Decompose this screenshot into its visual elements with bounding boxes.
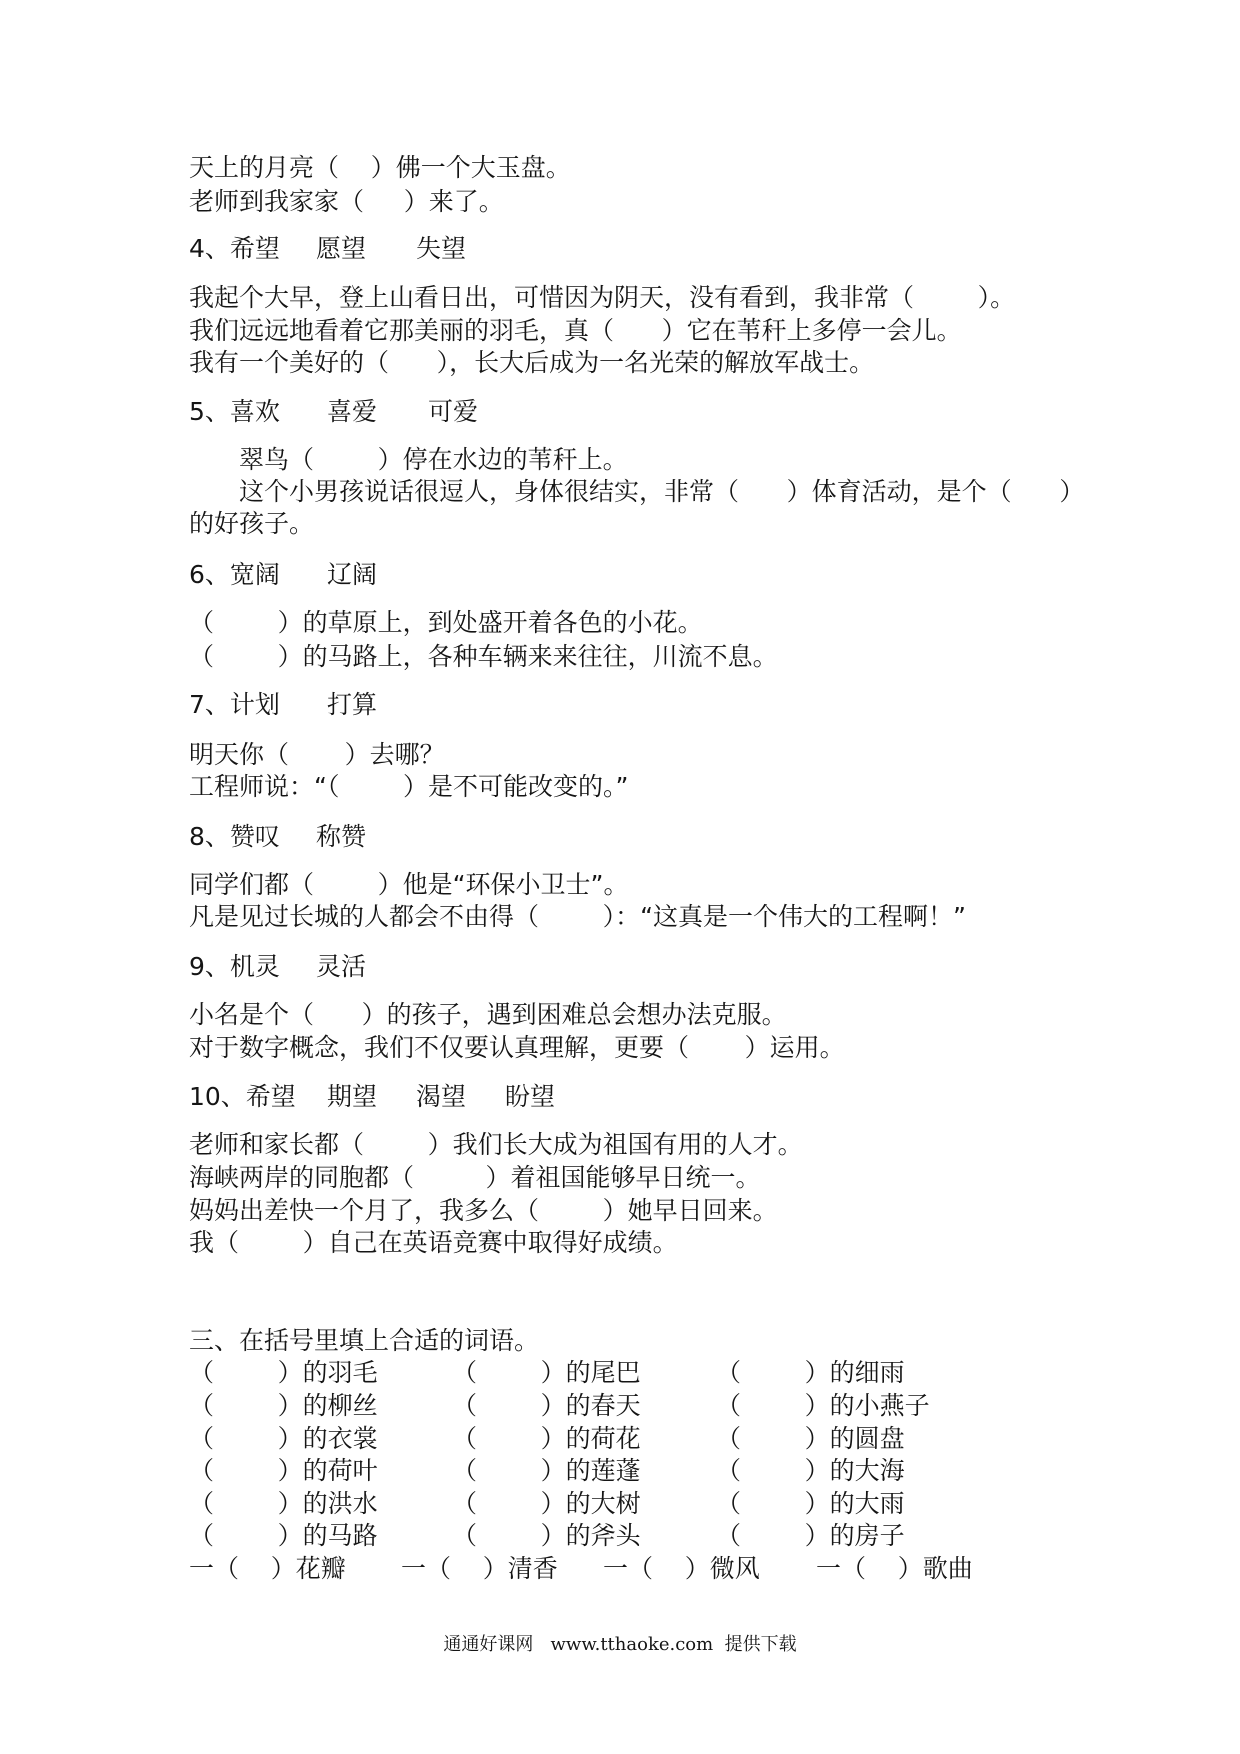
- sentence: 小名是个（ ）的孩子，遇到困难总会想办法克服。: [189, 1000, 787, 1029]
- sentence: 我起个大早，登上山看日出，可惜因为阴天，没有看到，我非常（ ）。: [189, 283, 1016, 312]
- sentence: 妈妈出差快一个月了，我多么（ ）她早日回来。: [189, 1196, 778, 1225]
- sentence: （ ）的马路上，各种车辆来来往往，川流不息。: [189, 642, 778, 671]
- fill-blank-item: （ ）的小燕子: [716, 1391, 930, 1420]
- measure-word-item: 一（ ）清香: [401, 1554, 558, 1583]
- choice-word: 愿望: [316, 234, 367, 263]
- question-number-word: 6、宽阔: [189, 560, 280, 589]
- fill-blank-item: （ ）的羽毛: [189, 1358, 378, 1387]
- section-title: 三、在括号里填上合适的词语。: [189, 1326, 540, 1355]
- sentence: 工程师说：“（ ）是不可能改变的。”: [189, 772, 629, 801]
- fill-blank-item: （ ）的柳丝: [189, 1391, 378, 1420]
- question-number-word: 10、希望: [189, 1082, 296, 1111]
- question-number-word: 9、机灵: [189, 952, 280, 981]
- measure-word-item: 一（ ）花瓣: [189, 1554, 346, 1583]
- choice-word: 辽阔: [327, 560, 378, 589]
- choice-word: 期望: [327, 1082, 378, 1111]
- question-number-word: 7、计划: [189, 690, 280, 719]
- fill-blank-item: （ ）的房子: [716, 1521, 905, 1550]
- sentence: 明天你（ ）去哪？: [189, 740, 445, 769]
- sentence: 同学们都（ ）他是“环保小卫士”。: [189, 870, 629, 899]
- fill-blank-item: （ ）的细雨: [716, 1358, 905, 1387]
- choice-word: 打算: [327, 690, 378, 719]
- choice-word: 渴望: [416, 1082, 467, 1111]
- fill-blank-item: （ ）的荷叶: [189, 1456, 378, 1485]
- sentence: 我们远远地看着它那美丽的羽毛，真（ ）它在苇秆上多停一会儿。: [189, 316, 962, 345]
- sentence: 海峡两岸的同胞都（ ）着祖国能够早日统一。: [189, 1163, 761, 1192]
- sentence: 我有一个美好的（ ），长大后成为一名光荣的解放军战士。: [189, 348, 875, 377]
- fill-blank-item: （ ）的斧头: [452, 1521, 641, 1550]
- choice-word: 失望: [416, 234, 467, 263]
- measure-word-item: 一（ ）微风: [603, 1554, 760, 1583]
- choice-word: 称赞: [316, 822, 367, 851]
- fill-blank-item: （ ）的荷花: [452, 1424, 641, 1453]
- question-number-word: 8、赞叹: [189, 822, 280, 851]
- fill-blank-item: （ ）的大海: [716, 1456, 905, 1485]
- question-number-word: 4、希望: [189, 234, 280, 263]
- measure-word-item: 一（ ）歌曲: [816, 1554, 973, 1583]
- sentence: 我（ ）自己在英语竞赛中取得好成绩。: [189, 1228, 678, 1257]
- choice-word: 盼望: [505, 1082, 556, 1111]
- choice-word: 喜爱: [327, 397, 378, 426]
- sentence: 老师和家长都（ ）我们长大成为祖国有用的人才。: [189, 1130, 803, 1159]
- fill-blank-item: （ ）的衣裳: [189, 1424, 378, 1453]
- sentence: 天上的月亮（ ）佛一个大玉盘。: [189, 153, 571, 182]
- sentence: （ ）的草原上，到处盛开着各色的小花。: [189, 608, 703, 637]
- question-number-word: 5、喜欢: [189, 397, 280, 426]
- sentence: 翠鸟（ ）停在水边的苇秆上。: [239, 445, 628, 474]
- sentence: 的好孩子。: [189, 509, 315, 538]
- fill-blank-item: （ ）的洪水: [189, 1489, 378, 1518]
- sentence: 对于数字概念，我们不仅要认真理解，更要（ ）运用。: [189, 1033, 845, 1062]
- fill-blank-item: （ ）的莲蓬: [452, 1456, 641, 1485]
- sentence: 这个小男孩说话很逗人，身体很结实，非常（ ）体育活动，是个（ ）: [239, 477, 1085, 506]
- fill-blank-item: （ ）的春天: [452, 1391, 641, 1420]
- fill-blank-item: （ ）的尾巴: [452, 1358, 641, 1387]
- sentence: 老师到我家家（ ）来了。: [189, 187, 504, 216]
- fill-blank-item: （ ）的大雨: [716, 1489, 905, 1518]
- choice-word: 灵活: [316, 952, 367, 981]
- fill-blank-item: （ ）的圆盘: [716, 1424, 905, 1453]
- fill-blank-item: （ ）的大树: [452, 1489, 641, 1518]
- page-footer: 通通好课网 www.tthaoke.com 提供下载: [443, 1634, 797, 1655]
- choice-word: 可爱: [428, 397, 479, 426]
- sentence: 凡是见过长城的人都会不由得（ ）：“这真是一个伟大的工程啊！”: [189, 902, 966, 931]
- fill-blank-item: （ ）的马路: [189, 1521, 378, 1550]
